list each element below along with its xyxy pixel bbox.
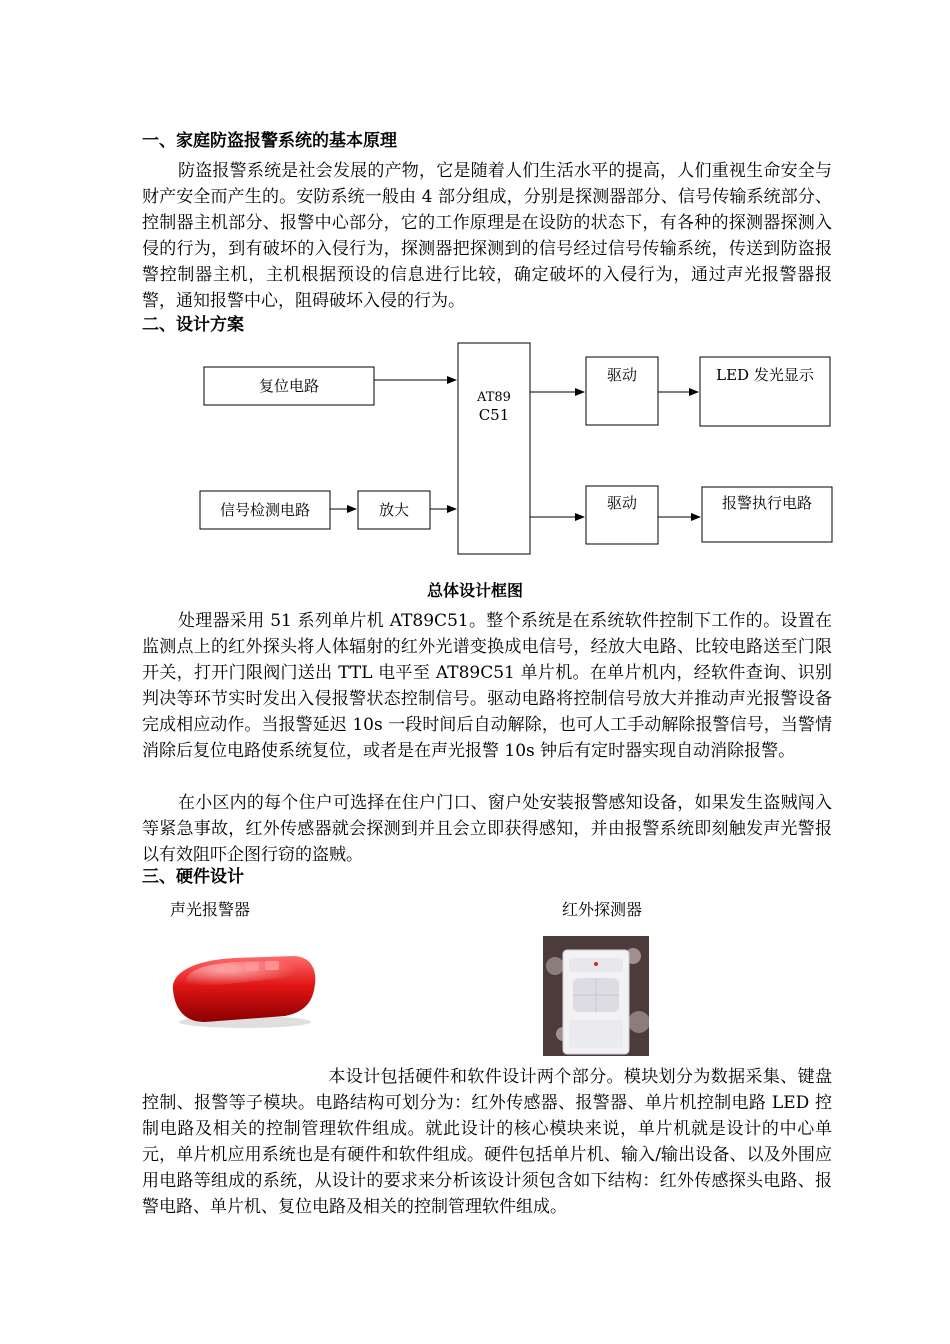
mcu-box bbox=[458, 343, 530, 554]
alarm-device-label: 声光报警器 bbox=[170, 900, 251, 919]
driver-label-1: 驱动 bbox=[606, 366, 638, 384]
body-paragraph: 处理器采用 51 系列单片机 AT89C51。整个系统是在系统软件控制下工作的。设置在监测点上的红外探头将人体辐射的红外光谱变换成电信号，经放大电路、比较电路送至门限开关，打开门限阀门送出 TTL 电平至 AT89C51 单片机。在单片机内，经软件查询、识别判决等环节实时发出入侵报警状态控制信号。驱动电路将控制信号放大并推动声光报警设备完成相应动作。当报警延迟 10s 一段时间后自动解除，也可人工手动解除报警信号，当警情消除后复位电路使系统复位，或者是在声光报警 10s 钟后有定时器实现自动消除报警。 bbox=[142, 611, 832, 761]
figure-caption: 总体设计框图 bbox=[426, 581, 523, 600]
body-paragraph bbox=[142, 1064, 832, 1220]
led-display-label: LED 发光显示 bbox=[716, 366, 814, 384]
section-heading: 一、家庭防盗报警系统的基本原理 bbox=[142, 131, 397, 151]
body-paragraph-text: 本设计包括硬件和软件设计两个部分。模块划分为数据采集、键盘控制、报警等子模块。电路结构可划分为：红外传感器、报警器、单片机控制电路 LED 控制电路及相关的控制管理软件组成。就此设计的核心模块来说，单片机就是设计的中心单元，单片机应用系统也是有硬件和软件组成。硬件包括单片机、输入/输出设备、以及外围应用电路等组成的系统，从设计的要求来分析该设计须包含如下结构：红外传感探头电路、报警电路、单片机、复位电路及相关的控制管理软件组成。 bbox=[142, 1067, 832, 1217]
mcu-label-1: AT89 bbox=[477, 390, 511, 405]
mcu-label-2: C51 bbox=[478, 406, 510, 424]
ir-detector-image bbox=[543, 936, 649, 1056]
strobe-alarm-image bbox=[165, 950, 321, 1030]
body-paragraph: 在小区内的每个住户可选择在住户门口、窗户处安装报警感知设备，如果发生盗贼闯入等紧急事故，红外传感器就会探测到并且会立即获得感知，并由报警系统即刻触发声光警报以有效阻吓企图行窃的盗贼。 bbox=[142, 793, 832, 865]
section-heading: 二、设计方案 bbox=[142, 315, 244, 335]
alarm-circuit-label: 报警执行电路 bbox=[721, 494, 813, 512]
signal-detect-label: 信号检测电路 bbox=[219, 501, 311, 519]
ir-detector-label: 红外探测器 bbox=[562, 900, 643, 919]
amplifier-label: 放大 bbox=[378, 501, 410, 519]
section-heading: 三、硬件设计 bbox=[142, 867, 244, 887]
driver-label-2: 驱动 bbox=[606, 494, 638, 512]
reset-circuit-label: 复位电路 bbox=[258, 377, 320, 395]
body-paragraph: 防盗报警系统是社会发展的产物，它是随着人们生活水平的提高，人们重视生命安全与财产安全而产生的。安防系统一般由 4 部分组成，分别是探测器部分、信号传输系统部分、控制器主机部分、报警中心部分，它的工作原理是在设防的状态下，有各种的探测器探测入侵的行为，到有破坏的入侵行为，探测器把探测到的信号经过信号传输系统，传送到防盗报警控制器主机，主机根据预设的信息进行比较，确定破坏的入侵行为，通过声光报警器报警，通知报警中心，阻碍破坏入侵的行为。 bbox=[142, 161, 832, 311]
